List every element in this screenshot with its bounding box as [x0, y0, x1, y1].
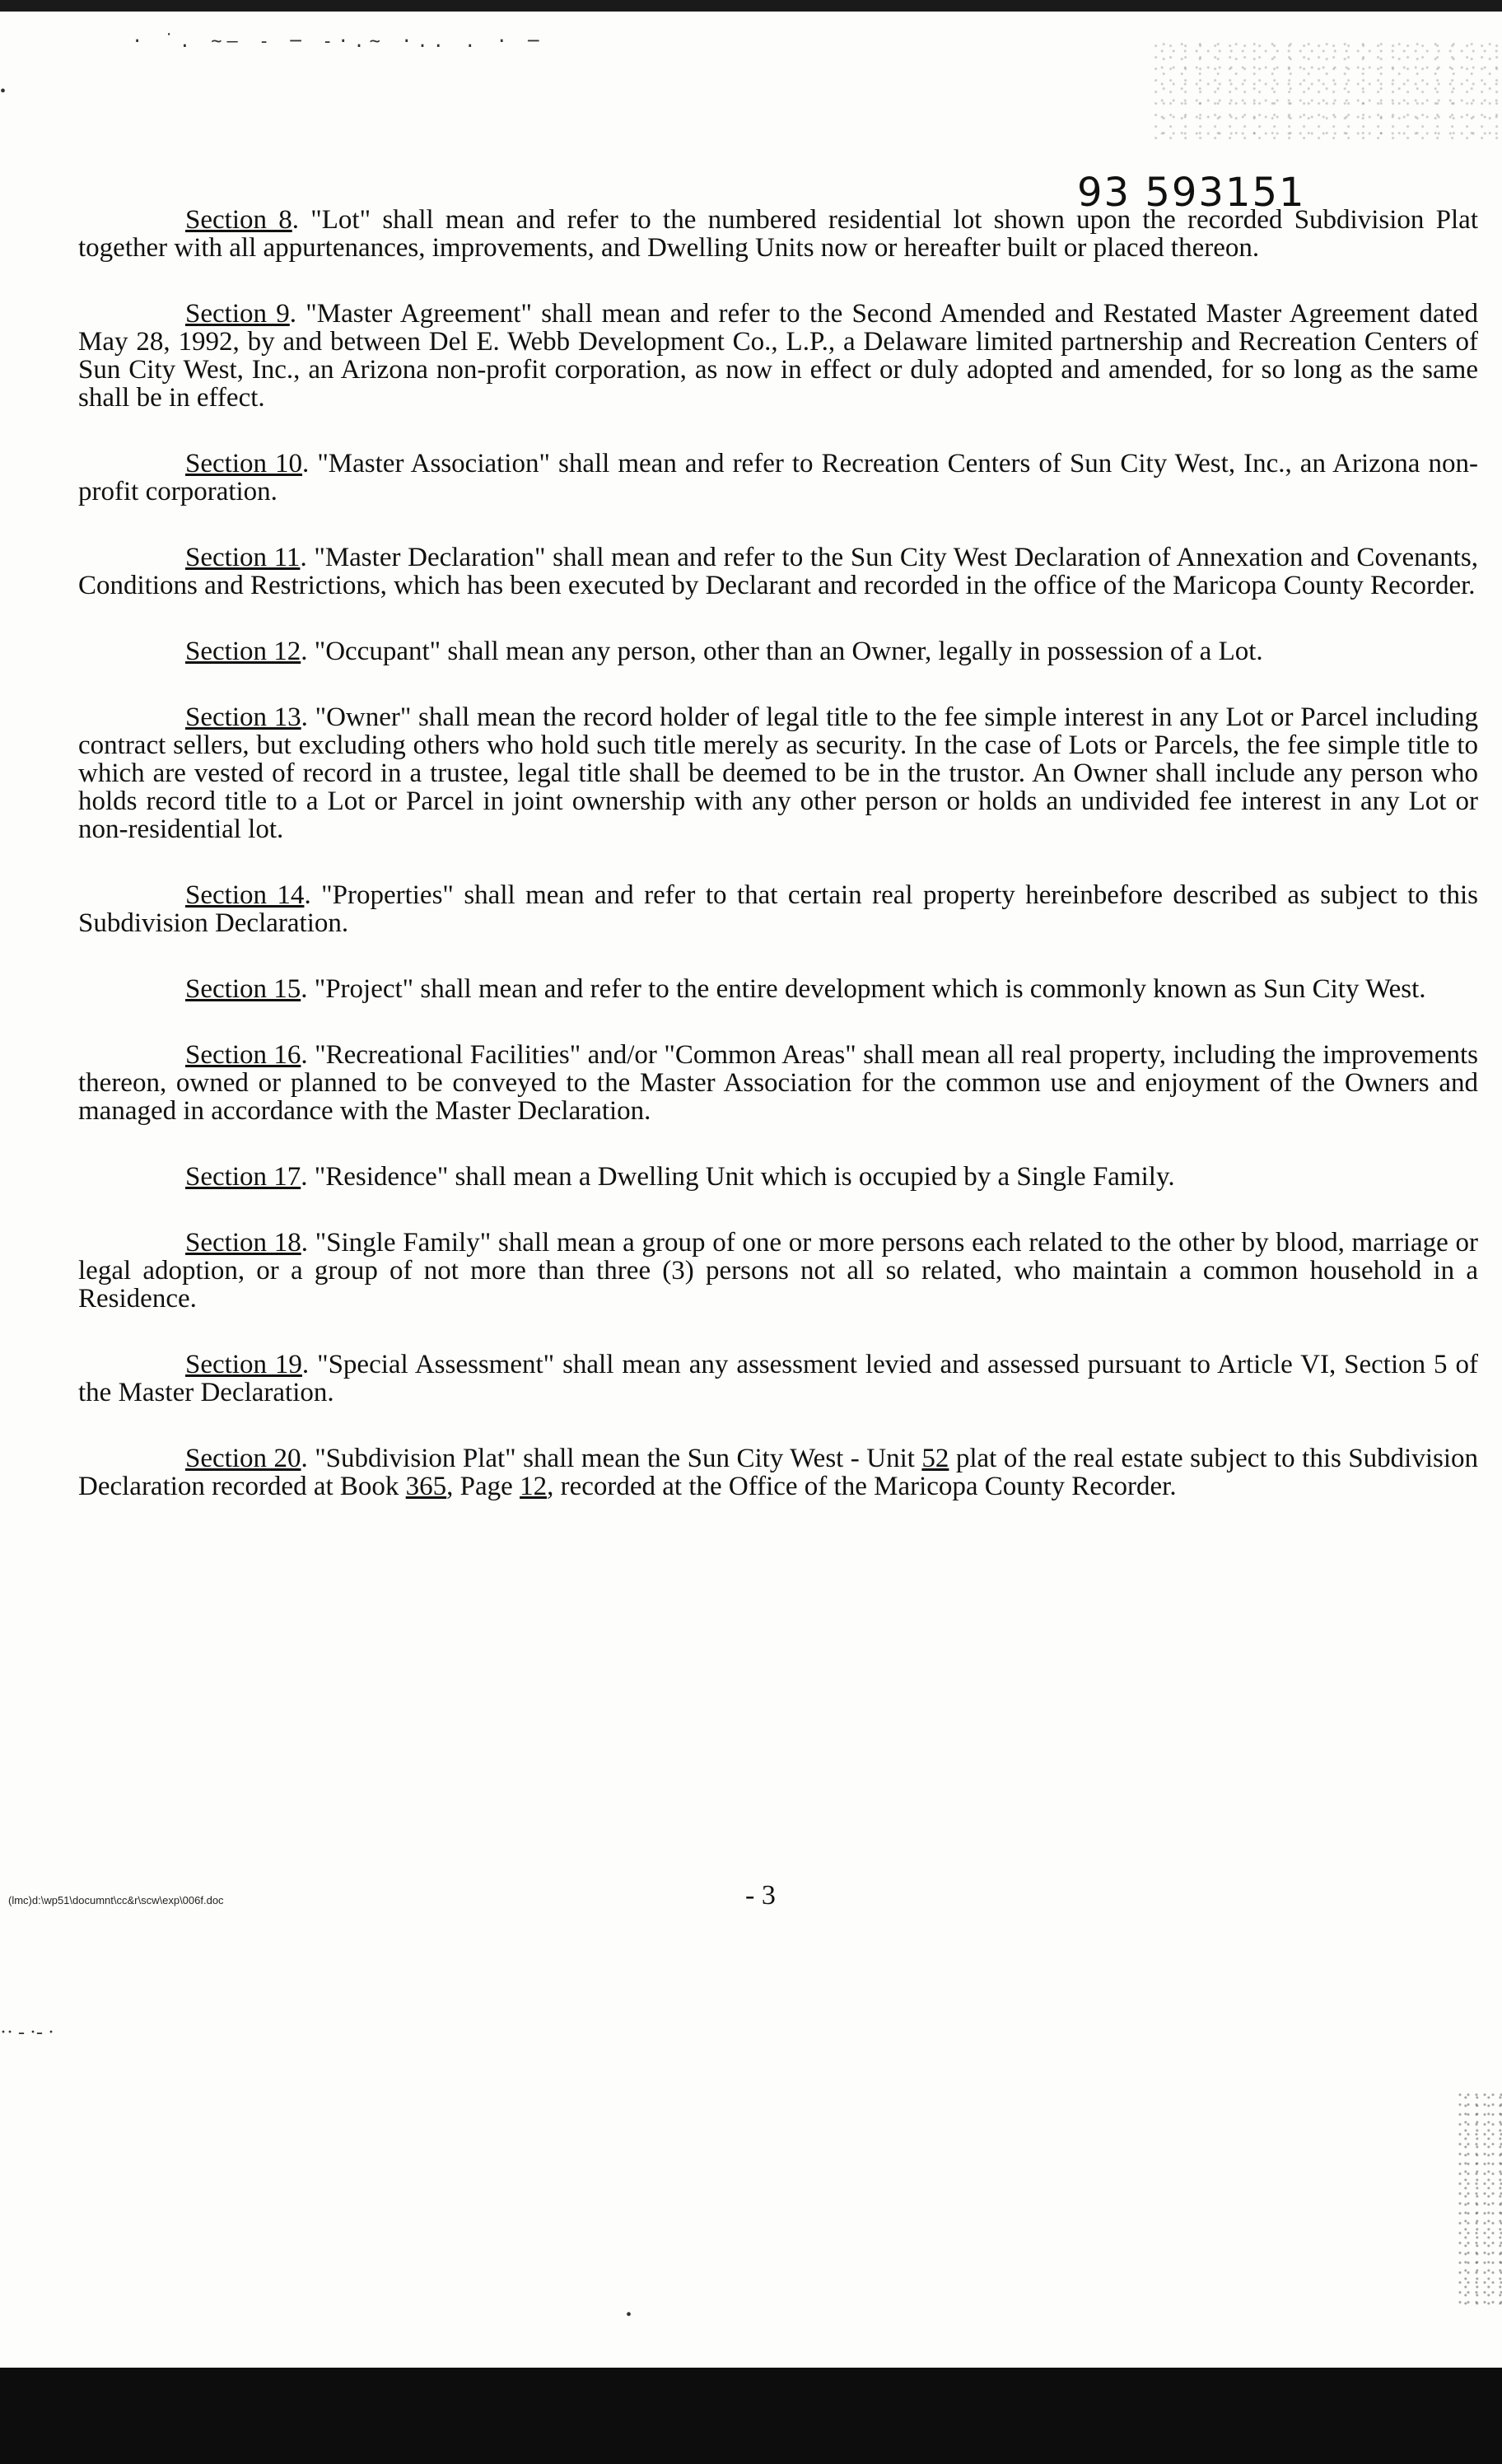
section-label: Section 8 [185, 205, 292, 235]
section-12 [78, 637, 1478, 665]
section-label: Section 17 [185, 1162, 301, 1192]
section-label: Section 15 [185, 974, 301, 1004]
section-text: . "Residence" shall mean a Dwelling Unit which is occupied by a Single Family. [301, 1162, 1175, 1192]
section-label: Section 12 [185, 637, 301, 666]
section-10 [78, 450, 1478, 506]
section-text: . "Recreational Facilities" and/or "Common Areas" shall mean all real property, including the improvements thereon, owned or planned to be conveyed to the Master Association for the common use and enjoyment of the Owners and managed in accordance with the Master Declaration. [78, 1040, 1478, 1126]
section-label: Section 16 [185, 1040, 301, 1070]
footer-file-path: (lmc)d:\wp51\documnt\cc&r\scw\exp\006f.doc [8, 1894, 224, 1906]
scan-artifact-top: · ˙. ~— ‐ ─ ‐·.~ ·.. . · ─ [132, 31, 544, 52]
section-text: . "Properties" shall mean and refer to that certain real property hereinbefore described as subject to this Subdivision Declaration. [78, 880, 1478, 938]
document-body [78, 206, 1478, 1538]
recording-number: 93 593151 [1077, 170, 1306, 216]
footer-page-number: - 3 [745, 1880, 776, 1911]
section-14 [78, 881, 1478, 937]
section-label: Section 20 [185, 1444, 301, 1473]
section-text: . "Subdivision Plat" shall mean the Sun City West - Unit [301, 1444, 922, 1473]
scan-noise-bottom-right [1458, 2092, 1502, 2306]
scan-top-border [0, 0, 1502, 12]
section-text: . "Owner" shall mean the record holder of legal title to the fee simple interest in any Lot or Parcel including contract sellers, but excluding others who hold such title merely as security. In the case of Lots or Parcels, the fee simple title to which are vested of record in a trustee, legal title shall be deemed to be in the trustor. An Owner shall include any person who holds record title to a Lot or Parcel in joint ownership with any other person or holds an undivided fee interest in any Lot or non-residential lot. [78, 702, 1478, 844]
section-label: Section 18 [185, 1228, 301, 1258]
section-label: Section 14 [185, 880, 305, 910]
section-17 [78, 1163, 1478, 1191]
section-text: . "Occupant" shall mean any person, other than an Owner, legally in possession of a Lot. [301, 637, 1263, 666]
section-text: plat of the real estate subject to this Subdivision Declaration recorded at Book [78, 1444, 1478, 1501]
section-16 [78, 1041, 1478, 1125]
section-20 [78, 1444, 1478, 1500]
section-label: Section 19 [185, 1350, 302, 1379]
section-text: . "Master Declaration" shall mean and refer to the Sun City West Declaration of Annexation and Covenants, Conditions and Restrictions, which has been executed by Declarant and recorded in the office of the Maricopa County Recorder. [78, 543, 1479, 600]
section-15 [78, 975, 1478, 1003]
book-number: 365 [405, 1472, 447, 1501]
scan-bottom-border [0, 2368, 1502, 2464]
section-19 [78, 1351, 1478, 1407]
scan-artifact-left-bottom: ·· - ·- · [0, 2022, 54, 2043]
section-text: . "Special Assessment" shall mean any assessment levied and assessed pursuant to Article VI, Section 5 of the Master Declaration. [78, 1350, 1478, 1407]
section-13 [78, 703, 1478, 843]
section-text: , Page [446, 1472, 520, 1501]
section-11 [78, 544, 1478, 600]
section-18 [78, 1229, 1478, 1313]
section-text: . "Master Agreement" shall mean and refer to the Second Amended and Restated Master Agreement dated May 28, 1992, by and between Del E. Webb Development Co., L.P., a Delaware limited partnership and Recreation Centers of Sun City West, Inc., an Arizona non-profit corporation, as now in effect or duly adopted and amended, for so long as the same shall be in effect. [78, 299, 1479, 413]
section-8 [78, 206, 1478, 262]
section-label: Section 10 [185, 449, 303, 478]
section-label: Section 11 [185, 543, 301, 572]
section-text: . "Lot" shall mean and refer to the numbered residential lot shown upon the recorded Subdivision Plat together with all appurtenances, improvements, and Dwelling Units now or hereafter built or placed thereon. [78, 205, 1478, 263]
section-text: . "Project" shall mean and refer to the entire development which is commonly known as Sun City West. [301, 974, 1426, 1004]
section-label: Section 13 [185, 702, 301, 732]
scan-noise-top-right [1153, 41, 1499, 140]
page-reference: 12 [520, 1472, 548, 1501]
section-label: Section 9 [185, 299, 290, 329]
section-9 [78, 300, 1478, 412]
scan-artifact-dot: • [626, 2306, 632, 2324]
section-text: , recorded at the Office of the Maricopa County Recorder. [547, 1472, 1177, 1501]
unit-number: 52 [921, 1444, 949, 1473]
section-text: . "Single Family" shall mean a group of one or more persons each related to the other by blood, marriage or legal adoption, or a group of not more than three (3) persons not all so related, who maintain a common household in a Residence. [78, 1228, 1479, 1314]
section-text: . "Master Association" shall mean and refer to Recreation Centers of Sun City West, Inc., an Arizona non-profit corporation. [78, 449, 1478, 506]
scan-artifact-left: • [0, 82, 7, 100]
